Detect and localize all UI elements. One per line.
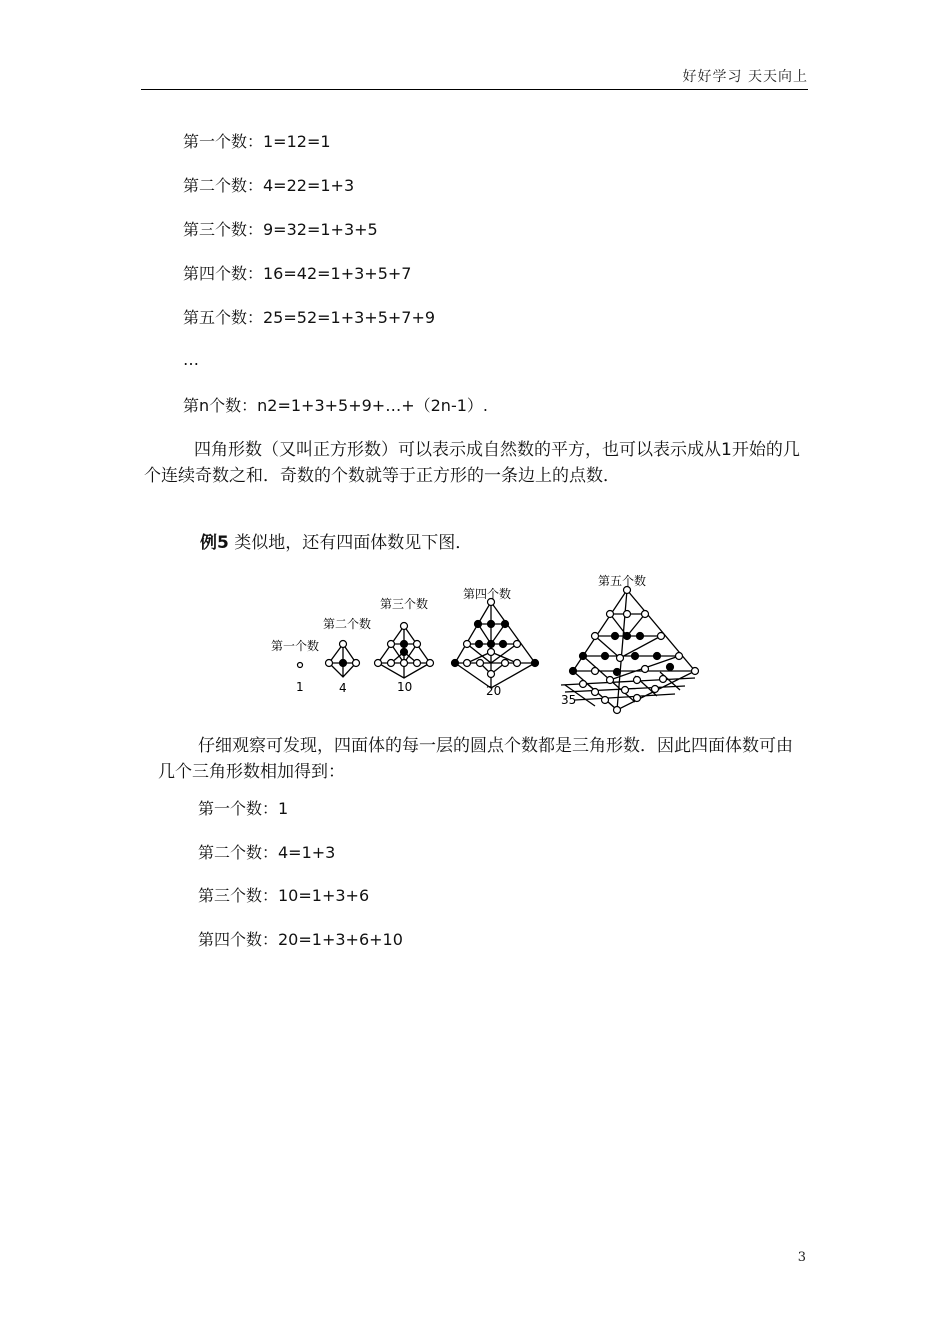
example-heading bbox=[200, 528, 472, 553]
dot bbox=[476, 641, 483, 648]
dot bbox=[464, 641, 471, 648]
dot bbox=[340, 641, 347, 648]
figure-value-1: 1 bbox=[296, 680, 304, 694]
dot bbox=[634, 677, 641, 684]
square-line-5: 第五个数：25=52=1+3+5+7+9 bbox=[183, 308, 436, 327]
dot bbox=[340, 660, 347, 667]
example-label: 例5 bbox=[200, 533, 229, 553]
dot bbox=[652, 686, 659, 693]
dot bbox=[592, 633, 599, 640]
figure-value-3: 10 bbox=[397, 680, 413, 694]
figure-label-5: 第五个数 bbox=[598, 574, 647, 588]
dot bbox=[464, 660, 471, 667]
square-paragraph-text: 四角形数（又叫正方形数）可以表示成自然数的平方，也可以表示成从1开始的几个连续奇数之和．奇数的个数就等于正方形的一条边上的点数． bbox=[144, 440, 800, 486]
dot bbox=[452, 660, 459, 667]
dot bbox=[570, 668, 577, 675]
dot bbox=[401, 623, 408, 630]
dot bbox=[614, 669, 621, 676]
dot bbox=[401, 660, 408, 667]
square-line-ellipsis: … bbox=[183, 350, 199, 369]
dot bbox=[592, 689, 599, 696]
dot bbox=[624, 611, 631, 618]
dot bbox=[667, 664, 674, 671]
dot bbox=[580, 681, 587, 688]
dot bbox=[427, 660, 434, 667]
square-line-n: 第n个数：n2=1+3+5+9+…+（2n-1）. bbox=[183, 396, 488, 415]
dot bbox=[414, 660, 421, 667]
dot bbox=[375, 660, 382, 667]
dot bbox=[637, 633, 644, 640]
dot bbox=[692, 668, 699, 675]
dot bbox=[617, 655, 624, 662]
dot bbox=[532, 660, 539, 667]
dot bbox=[298, 663, 303, 668]
dot bbox=[658, 633, 665, 640]
example-text: 类似地，还有四面体数见下图． bbox=[228, 533, 473, 553]
tetrahedral-figure bbox=[265, 568, 715, 718]
header-text: 好好学习 天天向上 bbox=[682, 69, 808, 85]
figure-label-2: 第二个数 bbox=[323, 617, 372, 631]
dot bbox=[612, 633, 619, 640]
header-rule bbox=[141, 89, 808, 90]
dot bbox=[624, 633, 631, 640]
dot bbox=[514, 660, 521, 667]
dot bbox=[488, 621, 495, 628]
figure-value-5: 35 bbox=[561, 693, 577, 707]
tetra-line-3: 第三个数：10=1+3+6 bbox=[198, 886, 370, 905]
figure-label-1: 第一个数 bbox=[271, 639, 320, 653]
square-line-2: 第二个数：4=22=1+3 bbox=[183, 176, 355, 195]
dot bbox=[634, 695, 641, 702]
dot bbox=[654, 653, 661, 660]
dot bbox=[326, 660, 333, 667]
dot bbox=[642, 611, 649, 618]
tetra-paragraph-text: 仔细观察可发现，四面体的每一层的圆点个数都是三角形数．因此四面体数可由几个三角形数相加得到： bbox=[158, 736, 793, 782]
dot bbox=[414, 641, 421, 648]
dot bbox=[502, 621, 509, 628]
dot bbox=[475, 621, 482, 628]
dot bbox=[592, 668, 599, 675]
dot bbox=[353, 660, 360, 667]
dot bbox=[401, 641, 408, 648]
dot bbox=[500, 641, 507, 648]
dot bbox=[622, 687, 629, 694]
figure-label-3: 第三个数 bbox=[380, 597, 429, 611]
tetra-line-2: 第二个数：4=1+3 bbox=[198, 843, 336, 862]
dot bbox=[401, 649, 408, 656]
figure-value-4: 20 bbox=[486, 684, 502, 698]
dot bbox=[488, 671, 495, 678]
tetra-line-1: 第一个数：1 bbox=[198, 799, 289, 818]
dot bbox=[602, 653, 609, 660]
dot bbox=[580, 653, 587, 660]
square-line-1: 第一个数：1=12=1 bbox=[183, 132, 331, 151]
dot bbox=[488, 649, 495, 656]
square-line-3: 第三个数：9=32=1+3+5 bbox=[183, 220, 378, 239]
square-line-4: 第四个数：16=42=1+3+5+7 bbox=[183, 264, 412, 283]
figure-value-2: 4 bbox=[339, 681, 347, 695]
figure-label-4: 第四个数 bbox=[463, 587, 512, 601]
dot bbox=[607, 677, 614, 684]
dot bbox=[632, 653, 639, 660]
dot bbox=[602, 697, 609, 704]
dot bbox=[614, 707, 621, 714]
square-paragraph bbox=[144, 437, 804, 489]
dot bbox=[502, 660, 509, 667]
dot bbox=[388, 641, 395, 648]
dot bbox=[477, 660, 484, 667]
dot bbox=[514, 641, 521, 648]
dot bbox=[607, 611, 614, 618]
dot bbox=[642, 666, 649, 673]
page-number: 3 bbox=[797, 1250, 806, 1265]
tetra-line-4: 第四个数：20=1+3+6+10 bbox=[198, 930, 403, 949]
dot bbox=[488, 641, 495, 648]
dot bbox=[388, 660, 395, 667]
dot bbox=[676, 653, 683, 660]
dot bbox=[660, 676, 667, 683]
tetra-paragraph bbox=[158, 733, 804, 785]
